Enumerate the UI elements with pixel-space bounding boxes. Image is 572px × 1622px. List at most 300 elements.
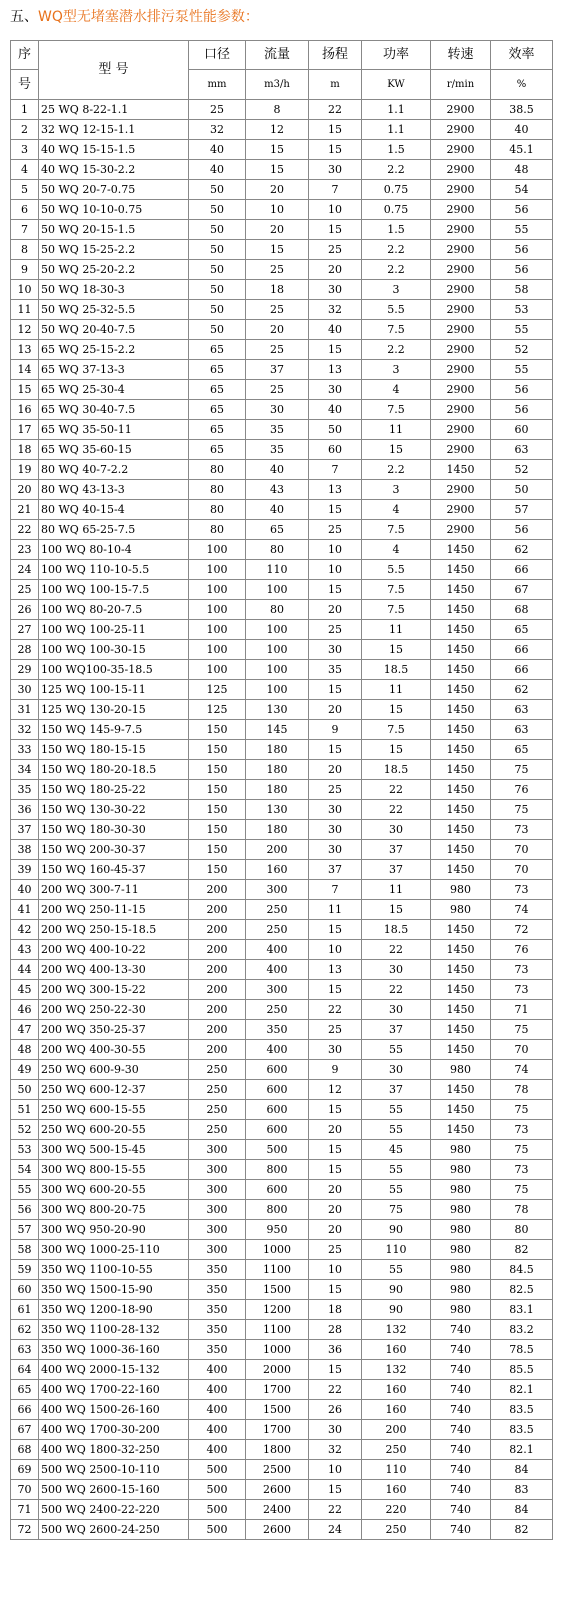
cell-caliber: 125	[189, 700, 246, 720]
cell-speed: 1450	[431, 940, 491, 960]
cell-caliber: 400	[189, 1420, 246, 1440]
cell-caliber: 25	[189, 100, 246, 120]
cell-speed: 740	[431, 1480, 491, 1500]
table-row	[11, 280, 553, 300]
cell-flow: 1100	[246, 1260, 309, 1280]
cell-efficiency: 70	[491, 860, 553, 880]
cell-head: 7	[309, 460, 362, 480]
cell-speed: 980	[431, 1140, 491, 1160]
cell-seq: 13	[11, 340, 39, 360]
cell-head: 30	[309, 380, 362, 400]
cell-power: 250	[362, 1440, 431, 1460]
cell-flow: 20	[246, 220, 309, 240]
cell-flow: 130	[246, 800, 309, 820]
cell-head: 30	[309, 280, 362, 300]
cell-model: 300 WQ 600-20-55	[39, 1180, 189, 1200]
cell-head: 20	[309, 1120, 362, 1140]
cell-power: 11	[362, 880, 431, 900]
cell-power: 0.75	[362, 180, 431, 200]
cell-efficiency: 65	[491, 740, 553, 760]
cell-flow: 180	[246, 820, 309, 840]
cell-speed: 2900	[431, 280, 491, 300]
cell-caliber: 65	[189, 380, 246, 400]
cell-flow: 300	[246, 980, 309, 1000]
cell-speed: 2900	[431, 440, 491, 460]
cell-caliber: 200	[189, 880, 246, 900]
cell-power: 160	[362, 1400, 431, 1420]
cell-efficiency: 75	[491, 1100, 553, 1120]
table-row	[11, 1200, 553, 1220]
cell-seq: 26	[11, 600, 39, 620]
cell-head: 15	[309, 980, 362, 1000]
unit-power: KW	[362, 70, 431, 100]
cell-head: 20	[309, 700, 362, 720]
cell-efficiency: 76	[491, 780, 553, 800]
table-row	[11, 920, 553, 940]
cell-head: 22	[309, 1000, 362, 1020]
cell-caliber: 65	[189, 420, 246, 440]
cell-efficiency: 54	[491, 180, 553, 200]
cell-efficiency: 82.1	[491, 1440, 553, 1460]
cell-speed: 980	[431, 1260, 491, 1280]
cell-seq: 1	[11, 100, 39, 120]
cell-head: 15	[309, 120, 362, 140]
cell-flow: 600	[246, 1060, 309, 1080]
cell-model: 150 WQ 180-20-18.5	[39, 760, 189, 780]
cell-caliber: 300	[189, 1140, 246, 1160]
cell-seq: 22	[11, 520, 39, 540]
cell-model: 50 WQ 18-30-3	[39, 280, 189, 300]
cell-flow: 100	[246, 620, 309, 640]
cell-flow: 2600	[246, 1520, 309, 1540]
cell-head: 15	[309, 340, 362, 360]
cell-efficiency: 83.2	[491, 1320, 553, 1340]
table-row	[11, 360, 553, 380]
cell-head: 25	[309, 240, 362, 260]
cell-seq: 34	[11, 760, 39, 780]
cell-seq: 20	[11, 480, 39, 500]
cell-caliber: 50	[189, 180, 246, 200]
cell-caliber: 100	[189, 640, 246, 660]
cell-caliber: 150	[189, 800, 246, 820]
cell-head: 10	[309, 540, 362, 560]
cell-flow: 25	[246, 340, 309, 360]
cell-seq: 59	[11, 1260, 39, 1280]
cell-head: 10	[309, 560, 362, 580]
cell-model: 250 WQ 600-15-55	[39, 1100, 189, 1120]
cell-power: 110	[362, 1460, 431, 1480]
cell-seq: 15	[11, 380, 39, 400]
cell-caliber: 100	[189, 620, 246, 640]
cell-seq: 7	[11, 220, 39, 240]
cell-head: 15	[309, 740, 362, 760]
cell-efficiency: 75	[491, 760, 553, 780]
cell-speed: 2900	[431, 180, 491, 200]
table-row	[11, 1280, 553, 1300]
cell-power: 55	[362, 1100, 431, 1120]
cell-model: 300 WQ 800-20-75	[39, 1200, 189, 1220]
cell-caliber: 80	[189, 500, 246, 520]
cell-model: 500 WQ 2600-15-160	[39, 1480, 189, 1500]
table-row	[11, 1260, 553, 1280]
cell-head: 10	[309, 940, 362, 960]
cell-speed: 1450	[431, 960, 491, 980]
cell-head: 25	[309, 620, 362, 640]
cell-model: 350 WQ 1100-28-132	[39, 1320, 189, 1340]
cell-flow: 2500	[246, 1460, 309, 1480]
table-row	[11, 580, 553, 600]
table-row	[11, 640, 553, 660]
cell-power: 2.2	[362, 460, 431, 480]
header-model: 型 号	[39, 41, 189, 100]
table-row	[11, 1360, 553, 1380]
cell-seq: 65	[11, 1380, 39, 1400]
cell-seq: 50	[11, 1080, 39, 1100]
cell-head: 13	[309, 480, 362, 500]
cell-speed: 980	[431, 1220, 491, 1240]
cell-model: 300 WQ 800-15-55	[39, 1160, 189, 1180]
table-row	[11, 380, 553, 400]
cell-power: 7.5	[362, 400, 431, 420]
cell-efficiency: 82	[491, 1520, 553, 1540]
cell-flow: 65	[246, 520, 309, 540]
cell-speed: 740	[431, 1400, 491, 1420]
cell-seq: 36	[11, 800, 39, 820]
cell-seq: 24	[11, 560, 39, 580]
cell-caliber: 500	[189, 1480, 246, 1500]
cell-speed: 740	[431, 1380, 491, 1400]
cell-caliber: 100	[189, 660, 246, 680]
cell-power: 220	[362, 1500, 431, 1520]
cell-caliber: 400	[189, 1400, 246, 1420]
cell-model: 250 WQ 600-20-55	[39, 1120, 189, 1140]
cell-model: 200 WQ 400-30-55	[39, 1040, 189, 1060]
cell-model: 200 WQ 250-15-18.5	[39, 920, 189, 940]
cell-caliber: 80	[189, 460, 246, 480]
cell-flow: 15	[246, 160, 309, 180]
cell-model: 80 WQ 40-7-2.2	[39, 460, 189, 480]
cell-efficiency: 82.5	[491, 1280, 553, 1300]
cell-caliber: 150	[189, 760, 246, 780]
cell-power: 110	[362, 1240, 431, 1260]
cell-model: 100 WQ 100-25-11	[39, 620, 189, 640]
cell-efficiency: 63	[491, 700, 553, 720]
cell-efficiency: 73	[491, 980, 553, 1000]
cell-head: 25	[309, 1020, 362, 1040]
cell-head: 15	[309, 920, 362, 940]
table-row	[11, 400, 553, 420]
cell-power: 1.5	[362, 140, 431, 160]
cell-flow: 40	[246, 460, 309, 480]
cell-flow: 1500	[246, 1280, 309, 1300]
table-row	[11, 1240, 553, 1260]
cell-seq: 66	[11, 1400, 39, 1420]
cell-flow: 10	[246, 200, 309, 220]
table-row	[11, 460, 553, 480]
table-row	[11, 140, 553, 160]
cell-seq: 61	[11, 1300, 39, 1320]
cell-head: 20	[309, 1220, 362, 1240]
cell-head: 25	[309, 520, 362, 540]
cell-model: 100 WQ 100-30-15	[39, 640, 189, 660]
cell-model: 200 WQ 400-13-30	[39, 960, 189, 980]
cell-flow: 35	[246, 420, 309, 440]
cell-power: 30	[362, 1000, 431, 1020]
cell-efficiency: 66	[491, 560, 553, 580]
cell-power: 1.1	[362, 100, 431, 120]
header-seq-bottom: 号	[11, 70, 39, 100]
cell-caliber: 50	[189, 260, 246, 280]
cell-head: 10	[309, 1260, 362, 1280]
cell-speed: 2900	[431, 480, 491, 500]
cell-caliber: 400	[189, 1440, 246, 1460]
table-row	[11, 260, 553, 280]
cell-efficiency: 75	[491, 1140, 553, 1160]
cell-efficiency: 56	[491, 260, 553, 280]
cell-model: 350 WQ 1100-10-55	[39, 1260, 189, 1280]
table-row	[11, 1100, 553, 1120]
cell-speed: 1450	[431, 1080, 491, 1100]
cell-head: 15	[309, 1280, 362, 1300]
cell-power: 200	[362, 1420, 431, 1440]
cell-model: 250 WQ 600-12-37	[39, 1080, 189, 1100]
cell-efficiency: 83.5	[491, 1400, 553, 1420]
cell-power: 55	[362, 1180, 431, 1200]
cell-power: 4	[362, 540, 431, 560]
cell-model: 200 WQ 350-25-37	[39, 1020, 189, 1040]
table-row	[11, 1000, 553, 1020]
cell-efficiency: 73	[491, 1160, 553, 1180]
cell-caliber: 200	[189, 1040, 246, 1060]
cell-speed: 980	[431, 1160, 491, 1180]
cell-efficiency: 48	[491, 160, 553, 180]
cell-power: 7.5	[362, 320, 431, 340]
table-row	[11, 1140, 553, 1160]
cell-seq: 49	[11, 1060, 39, 1080]
cell-caliber: 300	[189, 1160, 246, 1180]
cell-efficiency: 84.5	[491, 1260, 553, 1280]
cell-seq: 71	[11, 1500, 39, 1520]
cell-head: 15	[309, 140, 362, 160]
cell-power: 132	[362, 1360, 431, 1380]
title-prefix: 五、	[10, 9, 38, 25]
cell-head: 60	[309, 440, 362, 460]
cell-seq: 21	[11, 500, 39, 520]
cell-seq: 53	[11, 1140, 39, 1160]
cell-flow: 80	[246, 600, 309, 620]
cell-power: 160	[362, 1380, 431, 1400]
cell-seq: 57	[11, 1220, 39, 1240]
cell-flow: 180	[246, 780, 309, 800]
cell-flow: 15	[246, 140, 309, 160]
cell-flow: 1800	[246, 1440, 309, 1460]
table-row	[11, 540, 553, 560]
cell-power: 18.5	[362, 920, 431, 940]
cell-head: 26	[309, 1400, 362, 1420]
cell-caliber: 250	[189, 1100, 246, 1120]
cell-seq: 16	[11, 400, 39, 420]
cell-seq: 47	[11, 1020, 39, 1040]
table-row	[11, 120, 553, 140]
cell-flow: 180	[246, 760, 309, 780]
cell-caliber: 150	[189, 840, 246, 860]
cell-efficiency: 82.1	[491, 1380, 553, 1400]
cell-seq: 9	[11, 260, 39, 280]
cell-power: 37	[362, 860, 431, 880]
cell-flow: 600	[246, 1180, 309, 1200]
cell-speed: 1450	[431, 700, 491, 720]
cell-caliber: 50	[189, 220, 246, 240]
cell-head: 20	[309, 260, 362, 280]
cell-seq: 44	[11, 960, 39, 980]
cell-efficiency: 83	[491, 1480, 553, 1500]
cell-caliber: 200	[189, 1020, 246, 1040]
cell-seq: 3	[11, 140, 39, 160]
cell-model: 500 WQ 2400-22-220	[39, 1500, 189, 1520]
cell-speed: 1450	[431, 980, 491, 1000]
cell-power: 11	[362, 420, 431, 440]
cell-flow: 500	[246, 1140, 309, 1160]
cell-model: 65 WQ 37-13-3	[39, 360, 189, 380]
cell-model: 50 WQ 15-25-2.2	[39, 240, 189, 260]
header-efficiency: 效率	[491, 41, 553, 70]
table-row	[11, 420, 553, 440]
cell-efficiency: 82	[491, 1240, 553, 1260]
cell-seq: 10	[11, 280, 39, 300]
cell-power: 1.5	[362, 220, 431, 240]
cell-model: 150 WQ 145-9-7.5	[39, 720, 189, 740]
cell-head: 18	[309, 1300, 362, 1320]
cell-flow: 950	[246, 1220, 309, 1240]
table-row	[11, 1520, 553, 1540]
cell-efficiency: 83.5	[491, 1420, 553, 1440]
cell-caliber: 40	[189, 160, 246, 180]
cell-seq: 14	[11, 360, 39, 380]
table-row	[11, 700, 553, 720]
cell-model: 100 WQ100-35-18.5	[39, 660, 189, 680]
cell-power: 7.5	[362, 520, 431, 540]
cell-efficiency: 56	[491, 240, 553, 260]
cell-model: 350 WQ 1000-36-160	[39, 1340, 189, 1360]
cell-speed: 740	[431, 1500, 491, 1520]
cell-flow: 350	[246, 1020, 309, 1040]
cell-speed: 2900	[431, 240, 491, 260]
cell-efficiency: 62	[491, 680, 553, 700]
cell-head: 30	[309, 1040, 362, 1060]
cell-power: 15	[362, 440, 431, 460]
cell-head: 30	[309, 160, 362, 180]
cell-model: 200 WQ 250-11-15	[39, 900, 189, 920]
cell-model: 100 WQ 110-10-5.5	[39, 560, 189, 580]
cell-caliber: 50	[189, 320, 246, 340]
table-row	[11, 320, 553, 340]
cell-flow: 1100	[246, 1320, 309, 1340]
cell-efficiency: 84	[491, 1460, 553, 1480]
cell-speed: 740	[431, 1440, 491, 1460]
cell-efficiency: 80	[491, 1220, 553, 1240]
cell-efficiency: 56	[491, 380, 553, 400]
cell-head: 25	[309, 780, 362, 800]
cell-head: 32	[309, 300, 362, 320]
cell-seq: 8	[11, 240, 39, 260]
table-row	[11, 620, 553, 640]
cell-head: 12	[309, 1080, 362, 1100]
cell-caliber: 350	[189, 1340, 246, 1360]
cell-head: 22	[309, 100, 362, 120]
cell-head: 11	[309, 900, 362, 920]
cell-head: 28	[309, 1320, 362, 1340]
pump-specs-table	[10, 40, 553, 1540]
cell-flow: 800	[246, 1160, 309, 1180]
table-row	[11, 1500, 553, 1520]
cell-model: 150 WQ 160-45-37	[39, 860, 189, 880]
table-row	[11, 600, 553, 620]
cell-caliber: 125	[189, 680, 246, 700]
cell-model: 500 WQ 2500-10-110	[39, 1460, 189, 1480]
cell-model: 65 WQ 30-40-7.5	[39, 400, 189, 420]
cell-speed: 740	[431, 1320, 491, 1340]
title-text: WQ型无堵塞潜水排污泵性能参数：	[38, 9, 259, 25]
cell-speed: 1450	[431, 740, 491, 760]
cell-caliber: 32	[189, 120, 246, 140]
cell-head: 9	[309, 720, 362, 740]
table-row	[11, 1120, 553, 1140]
cell-caliber: 150	[189, 720, 246, 740]
cell-model: 300 WQ 500-15-45	[39, 1140, 189, 1160]
cell-seq: 28	[11, 640, 39, 660]
cell-head: 35	[309, 660, 362, 680]
cell-speed: 1450	[431, 860, 491, 880]
cell-efficiency: 78	[491, 1200, 553, 1220]
cell-flow: 400	[246, 960, 309, 980]
cell-efficiency: 38.5	[491, 100, 553, 120]
cell-head: 20	[309, 600, 362, 620]
cell-seq: 56	[11, 1200, 39, 1220]
cell-efficiency: 74	[491, 1060, 553, 1080]
cell-flow: 80	[246, 540, 309, 560]
cell-caliber: 65	[189, 440, 246, 460]
cell-caliber: 200	[189, 940, 246, 960]
cell-head: 13	[309, 360, 362, 380]
cell-seq: 6	[11, 200, 39, 220]
cell-flow: 43	[246, 480, 309, 500]
cell-efficiency: 65	[491, 620, 553, 640]
cell-power: 22	[362, 780, 431, 800]
cell-power: 5.5	[362, 300, 431, 320]
cell-power: 37	[362, 1020, 431, 1040]
cell-seq: 54	[11, 1160, 39, 1180]
cell-flow: 15	[246, 240, 309, 260]
cell-power: 75	[362, 1200, 431, 1220]
cell-efficiency: 56	[491, 400, 553, 420]
cell-power: 7.5	[362, 600, 431, 620]
table-row	[11, 1060, 553, 1080]
cell-model: 100 WQ 80-10-4	[39, 540, 189, 560]
table-row	[11, 1320, 553, 1340]
cell-seq: 2	[11, 120, 39, 140]
cell-head: 15	[309, 1160, 362, 1180]
cell-flow: 100	[246, 680, 309, 700]
cell-model: 80 WQ 43-13-3	[39, 480, 189, 500]
cell-caliber: 200	[189, 980, 246, 1000]
cell-power: 160	[362, 1480, 431, 1500]
table-row	[11, 1480, 553, 1500]
cell-head: 20	[309, 760, 362, 780]
cell-seq: 46	[11, 1000, 39, 1020]
cell-head: 50	[309, 420, 362, 440]
cell-head: 24	[309, 1520, 362, 1540]
cell-seq: 45	[11, 980, 39, 1000]
